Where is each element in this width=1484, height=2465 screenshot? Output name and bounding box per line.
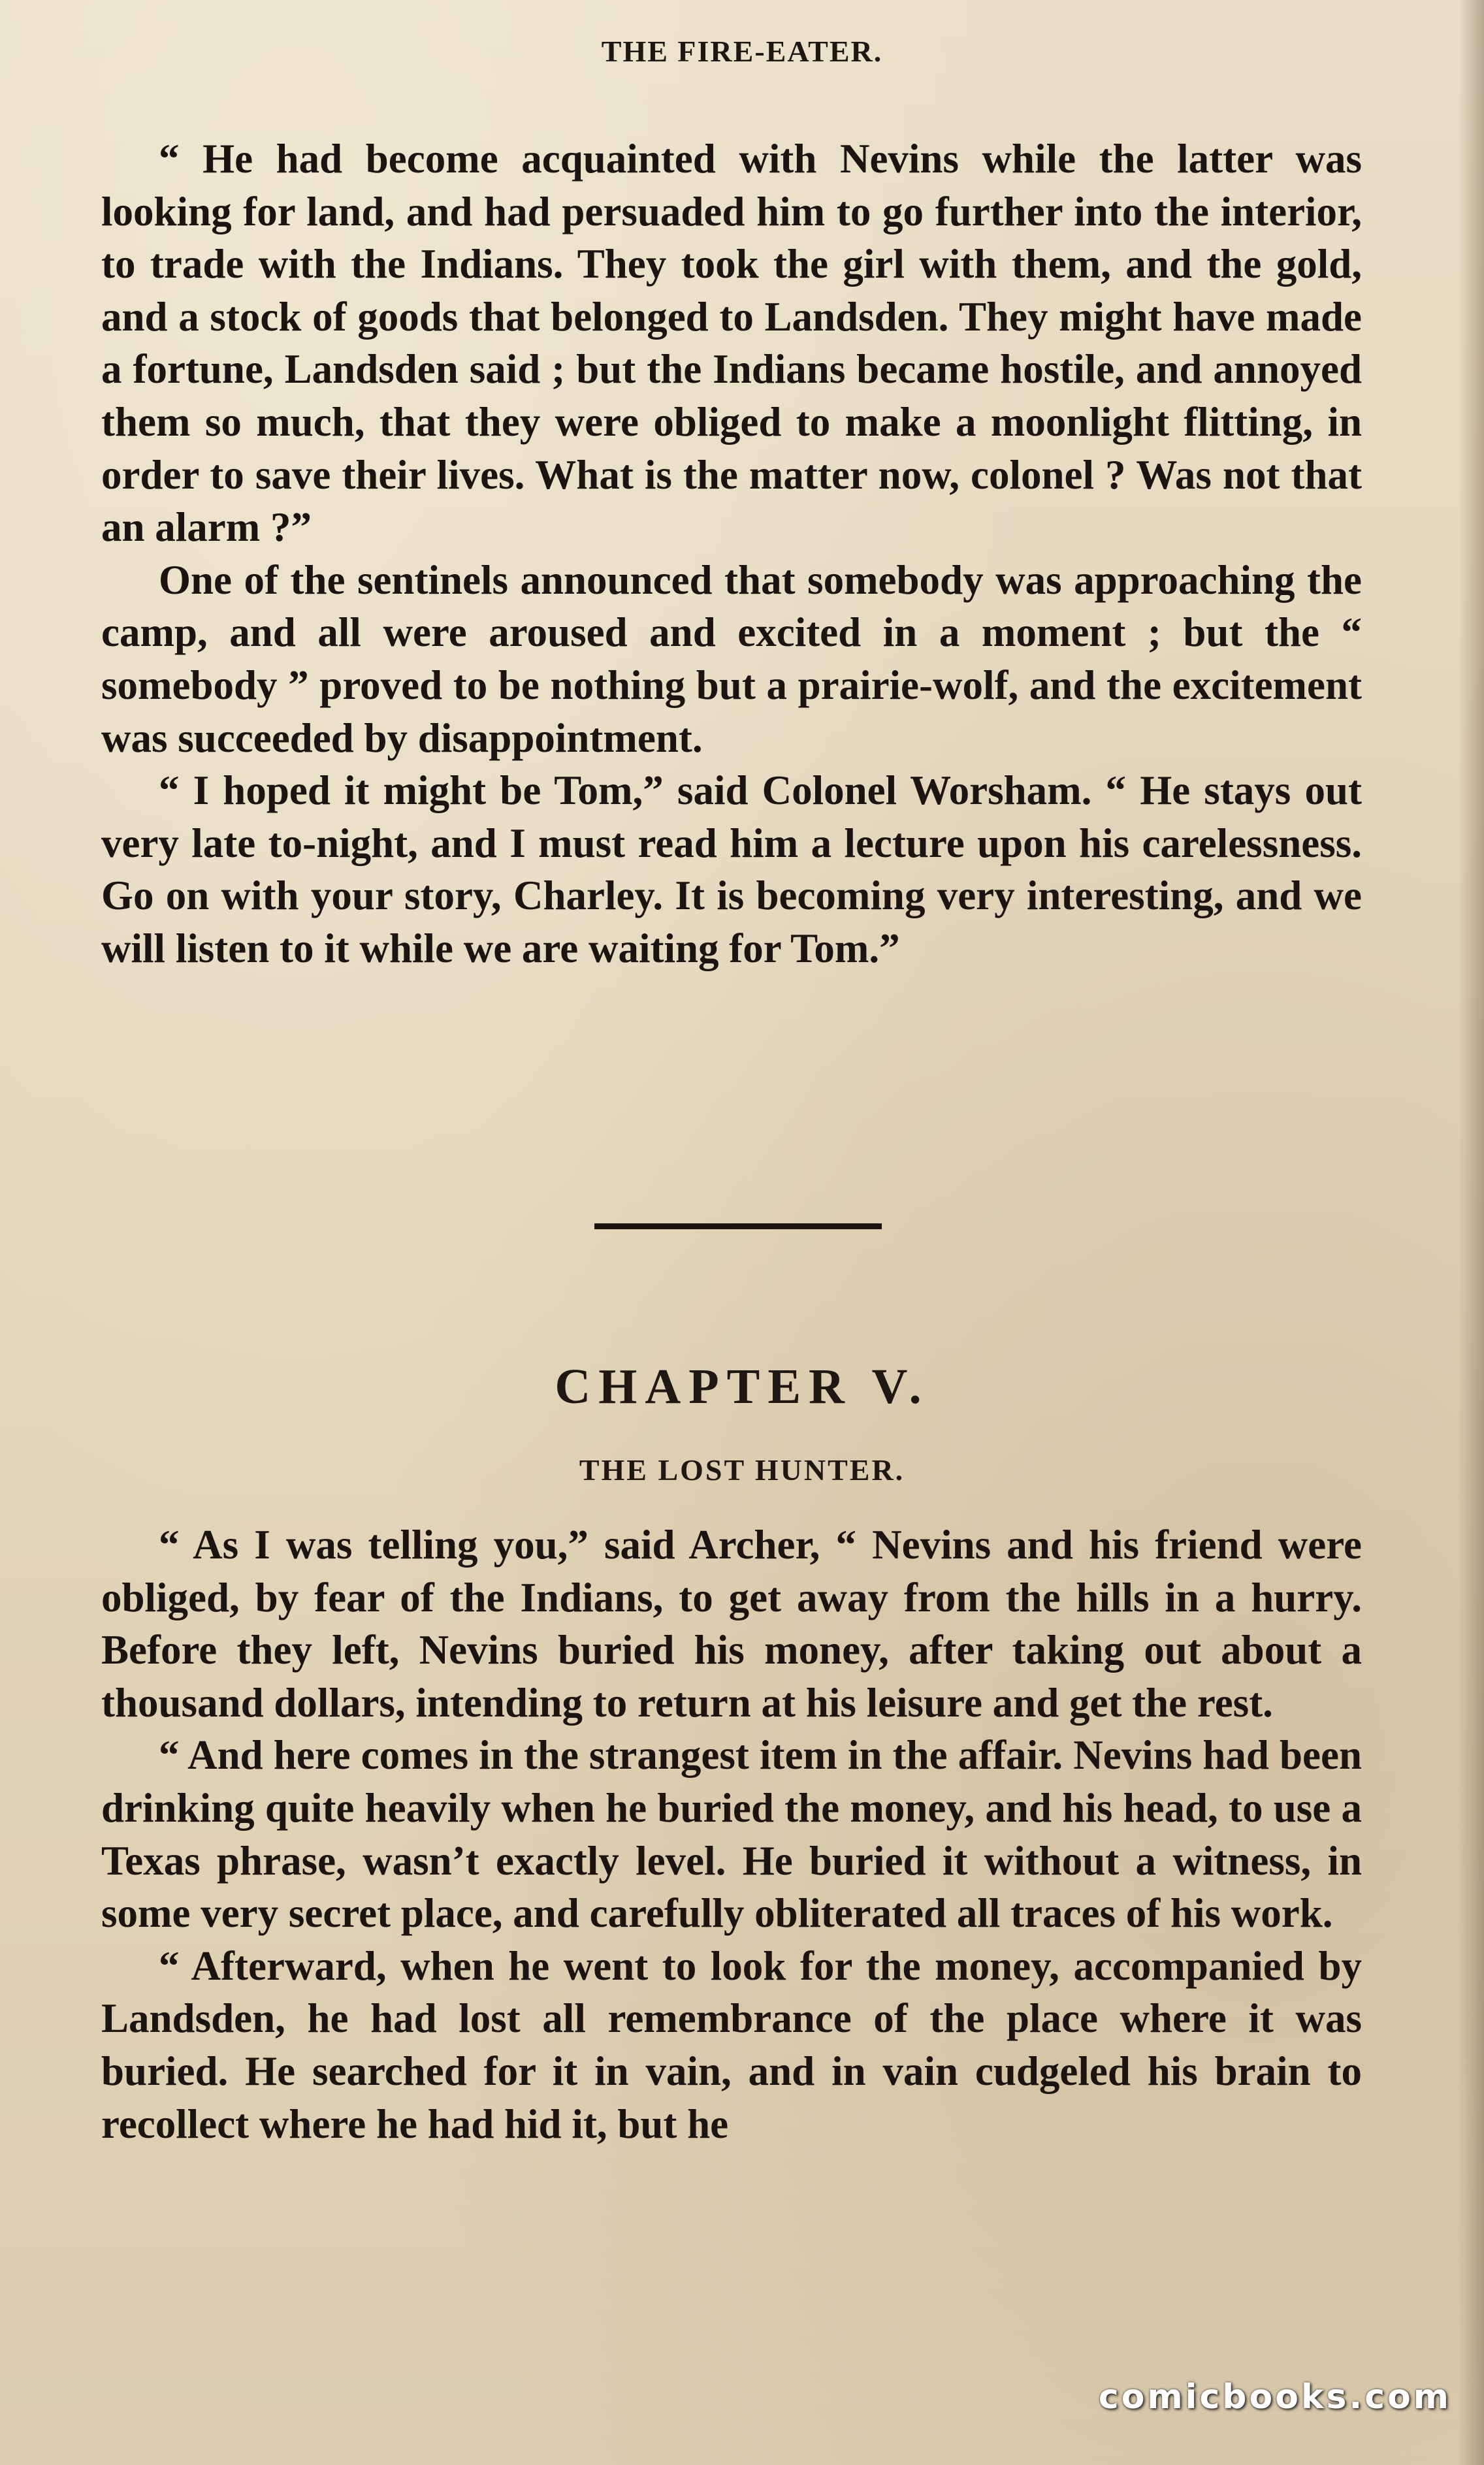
section-divider-rule <box>594 1223 882 1229</box>
paragraph: “ As I was telling you,” said Archer, “ Nevins and his friend were obliged, by fear of the Indians, to get away from the hills in a hurry. Before they left, Nevins buried his money, after taking out about a thousand dollars, intending to return at his leisure and get the rest. <box>101 1522 1362 1726</box>
text-block-bottom <box>101 1519 1362 2150</box>
chapter-heading: CHAPTER V. <box>555 1359 929 1414</box>
paragraph: One of the sentinels announced that somebody was approaching the camp, and all were aroused and excited in a moment ; but the “ somebody ” proved to be nothing but a prairie-wolf, and the excitement was succeeded by disappointment. <box>101 556 1362 761</box>
site-watermark: comicbooks.com <box>1098 2377 1451 2417</box>
text-block-top <box>101 133 1362 975</box>
paragraph: “ He had become acquainted with Nevins while the latter was looking for land, and had persuaded him to go further into the interior, to trade with the Indians. They took the girl with them, and the gold, and a stock of goods that belonged to Landsden. They might have made a fortune, Landsden said ; but the Indians became hostile, and annoyed them so much, that they were obliged to make a moonlight flitting, in order to save their lives. What is the matter now, colonel ? Was not that an alarm ?” <box>101 136 1362 551</box>
paragraph: “ Afterward, when he went to look for the money, accompanied by Landsden, he had lost all remembrance of the place where it was buried. He searched for it in vain, and in vain cudgeled his brain to recollect where he had hid it, but he <box>101 1942 1362 2147</box>
paragraph: “ I hoped it might be Tom,” said Colonel Worsham. “ He stays out very late to-night, and I must read him a lecture upon his carelessness. Go on with your story, Charley. It is becoming very interesting, and we will listen to it while we are waiting for Tom.” <box>101 767 1362 971</box>
paragraph: “ And here comes in the strangest item in the affair. Nevins had been drinking quite heavily when he buried the money, and his head, to use a Texas phrase, wasn’t exactly level. He buried it without a witness, in some very secret place, and carefully obliterated all traces of his work. <box>101 1732 1362 1937</box>
chapter-subtitle: THE LOST HUNTER. <box>579 1453 905 1487</box>
page-edge-shadow <box>1458 0 1484 2465</box>
running-head: THE FIRE-EATER. <box>601 35 883 68</box>
